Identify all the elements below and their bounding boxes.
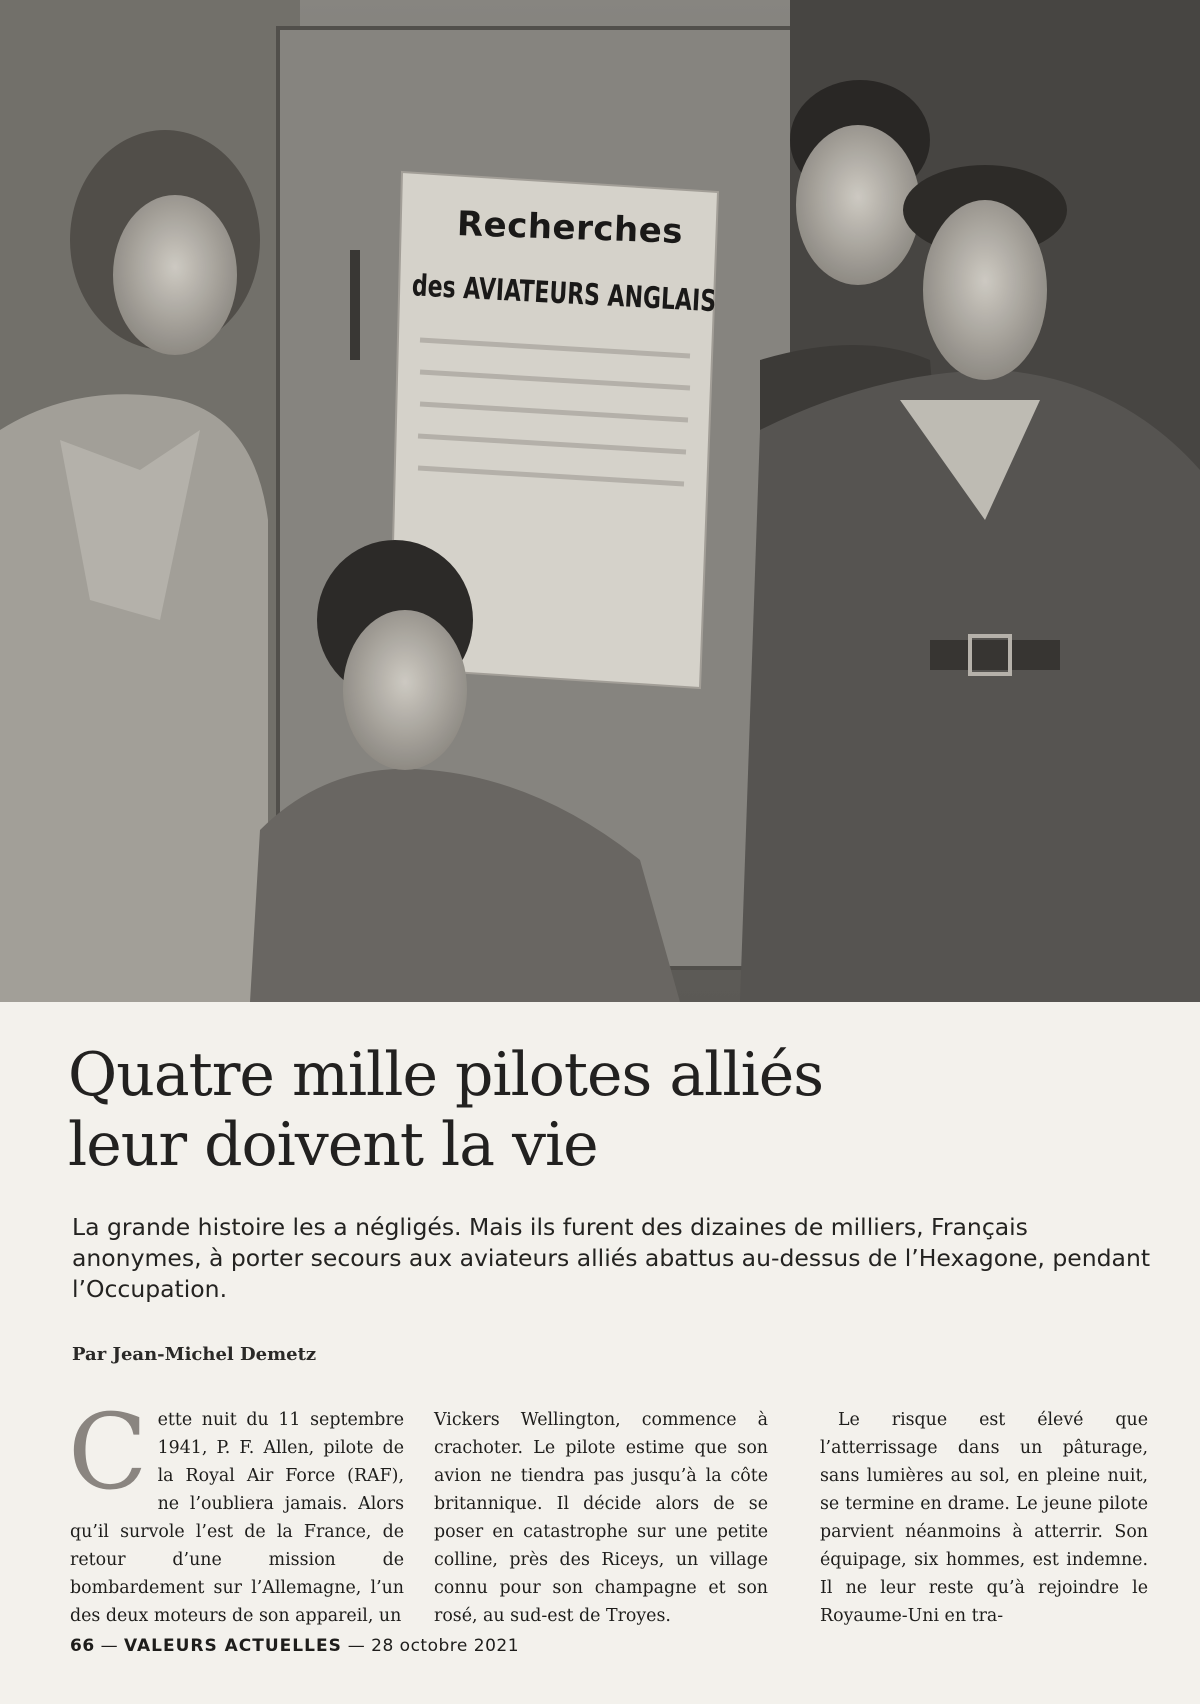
- body-column-1: [68, 1391, 404, 1630]
- page-number: 66: [70, 1636, 95, 1656]
- page-footer: [70, 1636, 519, 1656]
- article-headline: [68, 1040, 1148, 1180]
- body-column-3: [820, 1406, 1148, 1630]
- body-column-2: [434, 1406, 768, 1630]
- column-3-text: Le risque est élevé que l’atterrissage dans un pâturage, sans lumières au sol, en pleine nuit, se termine en drame. Le jeune pilote parvient néanmoins à atterrir. Son équipage, six hommes, est indemne. Il ne leur reste qu’à rejoindre le Royaume-Uni en tra-: [820, 1410, 1148, 1626]
- poster-title: Recherches: [456, 204, 684, 252]
- headline-line-2: leur doivent la vie: [68, 1110, 598, 1180]
- footer-separator-2: —: [347, 1636, 366, 1656]
- magazine-name: VALEURS ACTUELLES: [123, 1636, 342, 1656]
- column-1-text: ette nuit du 11 septembre 1941, P. F. Allen, pilote de la Royal Air Force (RAF), ne l’oubliera jamais. Alors qu’il survole l’est de la France, de retour d’une mission de bombardement sur l’Allemagne, l’un des deux moteurs de son appareil, un: [70, 1410, 404, 1626]
- byline: Par Jean-Michel Demetz: [72, 1344, 317, 1365]
- drop-cap: C: [68, 1391, 148, 1513]
- column-2-text: Vickers Wellington, commence à crachoter. Le pilote estime que son avion ne tiendra pas jusqu’à la côte britannique. Il décide alors de se poser en catastrophe sur une petite colline, près des Riceys, un village connu pour son champagne et son rosé, au sud-est de Troyes.: [434, 1410, 768, 1626]
- article-deck: La grande histoire les a négligés. Mais ils furent des dizaines de milliers, Français anonymes, à porter secours aux aviateurs alliés abattus au-dessus de l’Hexagone, pendant l’Occupation.: [72, 1213, 1151, 1303]
- footer-separator-1: —: [100, 1636, 119, 1656]
- poster-subtitle: des AVIATEURS ANGLAIS: [411, 269, 717, 320]
- headline-line-1: Quatre mille pilotes alliés: [68, 1040, 824, 1110]
- issue-date: 28 octobre 2021: [371, 1636, 520, 1656]
